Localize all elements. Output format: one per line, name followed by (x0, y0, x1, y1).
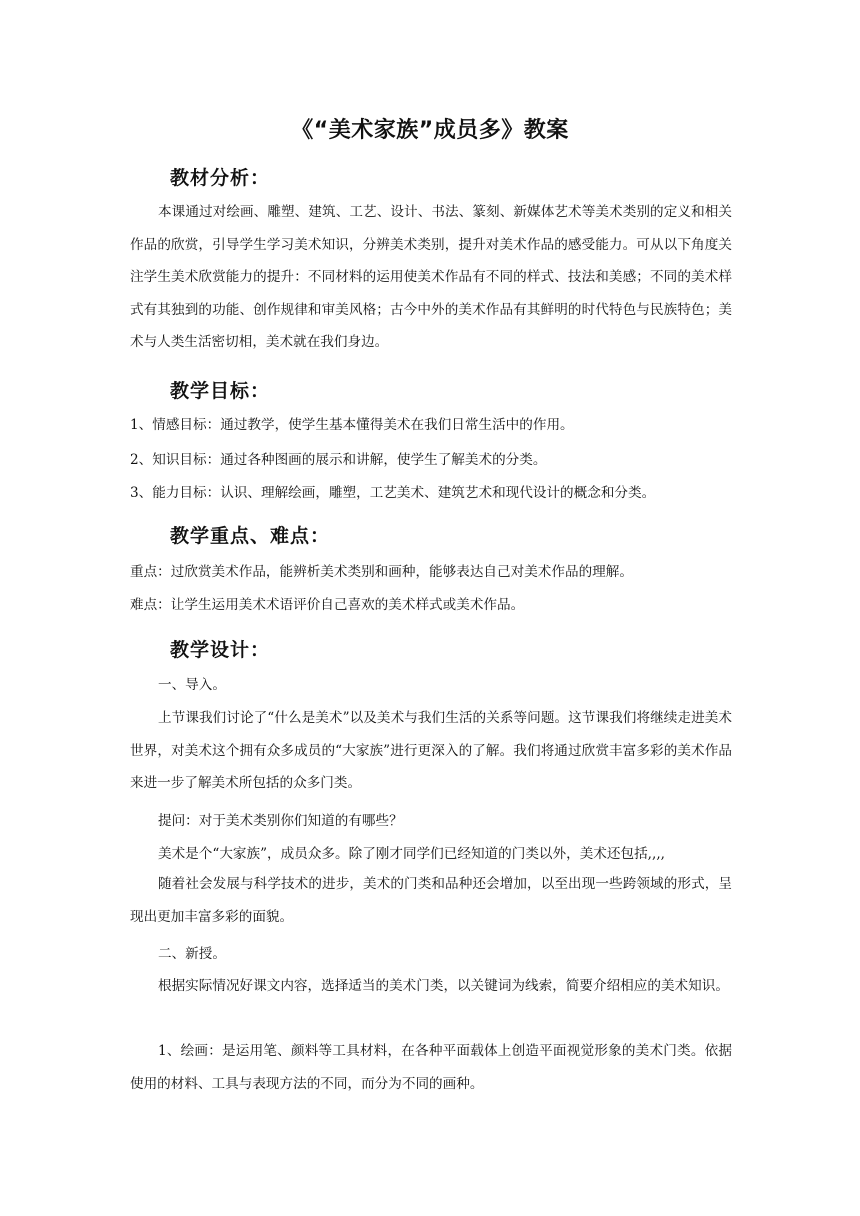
design-part1-paragraph: 上节课我们讨论了“什么是美术”以及美术与我们生活的关系等问题。这节课我们将继续走进美术世界，对美术这个拥有众多成员的“大家族”进行更深入的了解。我们将通过欣赏丰富多彩的美术作品来进一步了解美术所包括的众多门类。 (130, 710, 732, 791)
heading-goals: 教学目标： (170, 380, 271, 402)
design-question: 提问：对于美术类别你们知道的有哪些？ (158, 813, 403, 829)
design-part1-paragraph-2: 美术是个“大家族”，成员众多。除了刚才同学们已经知道的门类以外，美术还包括,,,, (158, 846, 665, 862)
design-part1-paragraph-3: 随着社会发展与科学技术的进步，美术的门类和品种还会增加，以至出现一些跨领域的形式，呈现出更加丰富多彩的面貌。 (130, 876, 732, 925)
document-title: 《“美术家族”成员多》教案 (291, 118, 569, 143)
goal-item-3: 3、能力目标：认识、理解绘画，雕塑，工艺美术、建筑艺术和现代设计的概念和分类。 (130, 485, 656, 501)
goal-item-2: 2、知识目标：通过各种图画的展示和讲解，使学生了解美术的分类。 (130, 452, 547, 468)
design-part2-painting-paragraph: 1、绘画：是运用笔、颜料等工具材料，在各种平面载体上创造平面视觉形象的美术门类。依据使用的材料、工具与表现方法的不同，而分为不同的画种。 (130, 1043, 732, 1092)
heading-key-points: 教学重点、难点： (170, 525, 331, 547)
analysis-paragraph: 本课通过对绘画、雕塑、建筑、工艺、设计、书法、篆刻、新媒体艺术等美术类别的定义和相关作品的欣赏，引导学生学习美术知识，分辨美术类别，提升对美术作品的感受能力。可从以下角度关注学生美术欣赏能力的提升：不同材料的运用使美术作品有不同的样式、技法和美感；不同的美术样式有其独到的功能、创作规律和审美风格；古今中外的美术作品有其鲜明的时代特色与民族特色；美术与人类生活密切相，美术就在我们身边。 (130, 204, 732, 350)
goal-item-1: 1、情感目标：通过教学，使学生基本懂得美术在我们日常生活中的作用。 (130, 417, 574, 433)
heading-design: 教学设计： (170, 639, 271, 661)
design-part1-title: 一、导入。 (158, 677, 226, 693)
focus-line: 重点：过欣赏美术作品，能辨析美术类别和画种，能够表达自己对美术作品的理解。 (130, 564, 633, 580)
difficulty-line: 难点：让学生运用美术术语评价自己喜欢的美术样式或美术作品。 (130, 597, 525, 613)
design-part2-title: 二、新授。 (158, 946, 226, 962)
heading-analysis: 教材分析： (170, 167, 271, 189)
design-part2-paragraph: 根据实际情况好课文内容，选择适当的美术门类，以关键词为线索，简要介绍相应的美术知识。 (158, 978, 729, 994)
